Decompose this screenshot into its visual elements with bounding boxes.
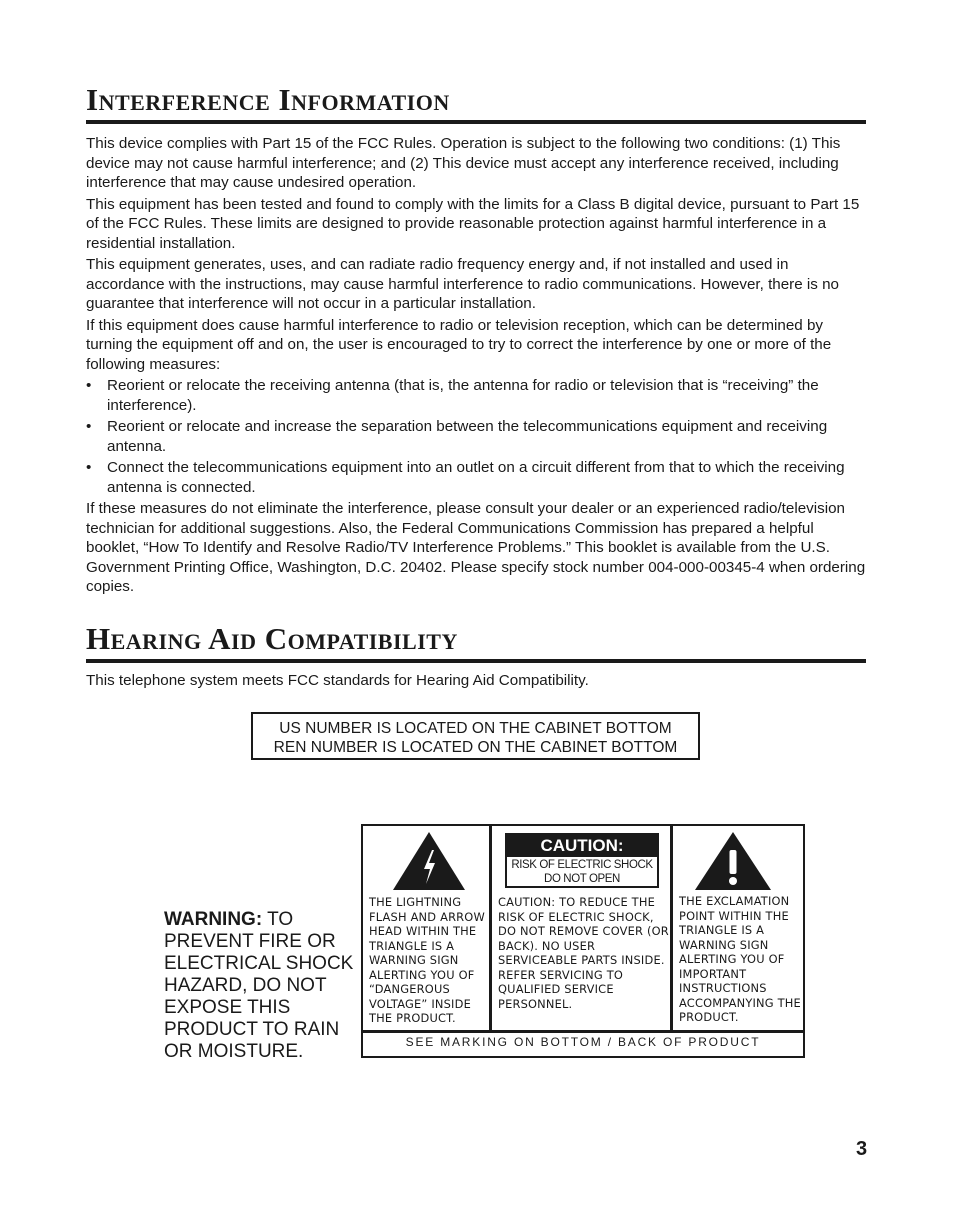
paragraph: This device complies with Part 15 of the FCC Rules. Operation is subject to the following two conditions: (1) This device may not cause harmful interference; and (2) This device must accept any interference received, including interference that may cause undesired operation. [86, 135, 841, 191]
measures-list [86, 376, 866, 497]
warning-notice [164, 909, 359, 1063]
interference-body [86, 134, 866, 597]
hearing-aid-text: This telephone system meets FCC standards for Hearing Aid Compatibility. [86, 671, 589, 689]
page-content [86, 82, 866, 690]
paragraph: This equipment generates, uses, and can radiate radio frequency energy and, if not installed and used in accordance with the instructions, may cause harmful interference to radio communications. However, there is no guarantee that interference will not occur in a particular installation. [86, 256, 839, 312]
number-location-box [251, 712, 700, 760]
ren-number-line: REN NUMBER IS LOCATED ON THE CABINET BOTTOM [273, 739, 678, 756]
see-marking-text: SEE MARKING ON BOTTOM / BACK OF PRODUCT [405, 1035, 761, 1049]
bullet: • [86, 377, 92, 394]
exclamation-triangle-icon [695, 832, 771, 890]
hearing-aid-title: Hearing Aid Compatibility [86, 621, 866, 663]
paragraph: This equipment has been tested and found to comply with the limits for a Class B digital device, pursuant to Part 15 of the FCC Rules. These limits are designed to provide reasonable protection against harmful interference in a residential installation. [86, 195, 860, 252]
caution-panel [492, 826, 673, 1032]
bullet: • [86, 459, 92, 476]
lightning-explanation: THE LIGHTNING FLASH AND ARROW HEAD WITHIN THE TRIANGLE IS A WARNING SIGN ALERTING YOU OF “DANGEROUS VOLTAGE” INSIDE THE PRODUCT. [369, 895, 485, 1025]
paragraph: If this equipment does cause harmful interference to radio or television reception, which can be determined by turning the equipment off and on, the user is encouraged to try to correct the interference by one or more of the following measures: [86, 316, 832, 373]
caution-title: CAUTION: [507, 835, 657, 857]
caution-header [505, 833, 659, 888]
closing-paragraph: If these measures do not eliminate the interference, please consult your dealer or an experienced radio/television technician for additional suggestions. Also, the Federal Communications Commission has prepared a helpful booklet, “How To Identify and Resolve Radio/TV Interference Problems.” This booklet is available from the U.S. Government Printing Office, Washington, D.C. 20402. Please specify stock number 004-000-00345-4 when ordering copies. [86, 500, 866, 595]
list-item: • Reorient or relocate the receiving antenna (that is, the antenna for radio or television that is “receiving” the interference). [86, 377, 819, 414]
us-number-line: US NUMBER IS LOCATED ON THE CABINET BOTTOM [279, 720, 672, 737]
list-item: • Connect the telecommunications equipment into an outlet on a circuit different from that to which the receiving antenna is connected. [86, 459, 845, 496]
caution-explanation: CAUTION: TO REDUCE THE RISK OF ELECTRIC SHOCK, DO NOT REMOVE COVER (OR BACK). NO USER SERVICEABLE PARTS INSIDE. REFER SERVICING TO QUALIFIED SERVICE PERSONNEL. [498, 895, 669, 1011]
page-number: 3 [856, 1138, 868, 1160]
bullet: • [86, 418, 92, 435]
caution-subtitle: RISK OF ELECTRIC SHOCK DO NOT OPEN [511, 859, 653, 885]
divider [363, 1030, 803, 1033]
exclamation-panel [673, 826, 803, 1032]
exclamation-explanation: THE EXCLAMATION POINT WITHIN THE TRIANGLE IS A WARNING SIGN ALERTING YOU OF IMPORTANT INSTRUCTIONS ACCOMPANYING THE PRODUCT. [679, 894, 801, 1024]
list-item: • Reorient or relocate and increase the separation between the telecommunications equipment and receiving antenna. [86, 418, 828, 455]
interference-title: Interference Information [86, 82, 866, 124]
warning-label: WARNING: [164, 909, 263, 930]
warning-text: TO PREVENT FIRE OR ELECTRICAL SHOCK HAZARD, DO NOT EXPOSE THIS PRODUCT TO RAIN OR MOISTURE. [164, 909, 354, 1062]
lightning-triangle-icon [393, 832, 465, 890]
lightning-panel [363, 826, 492, 1032]
caution-label [361, 824, 805, 1058]
